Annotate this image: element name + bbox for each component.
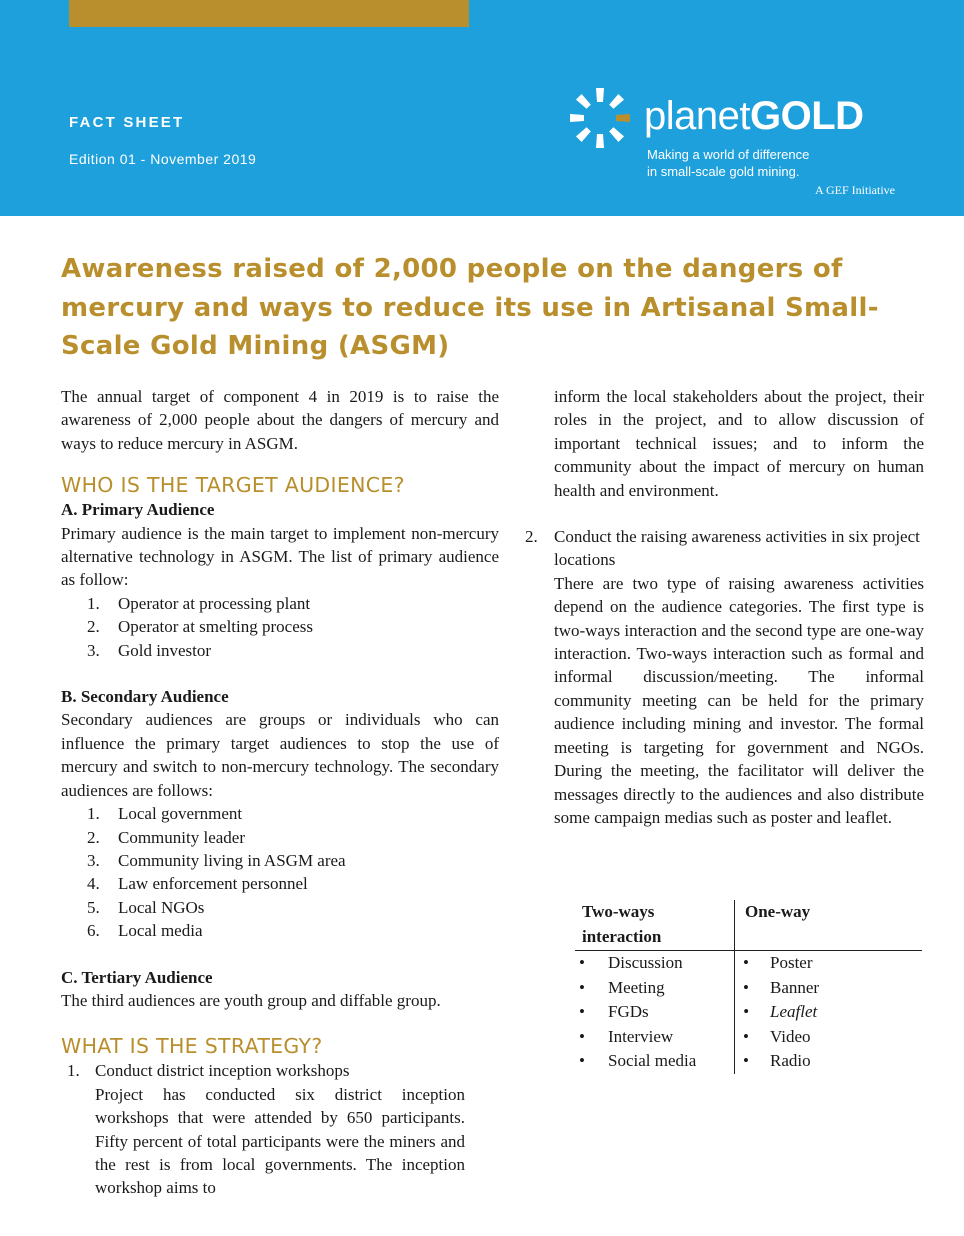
list-item: 5. Local NGOs	[87, 897, 205, 917]
secondary-audience-heading: B. Secondary Audience	[61, 687, 229, 707]
tertiary-audience-text: The third audiences are youth group and diffable group.	[61, 990, 441, 1010]
secondary-audience-text: Secondary audiences are groups or individuals who can influence the primary target audiences to stop the use of mercury and switch to non-mercury technology. The secondary audiences are follows:	[61, 710, 499, 800]
primary-audience-heading: A. Primary Audience	[61, 500, 215, 520]
gef-initiative-label: A GEF Initiative	[815, 183, 895, 197]
list-item: 6. Local media	[87, 921, 203, 941]
strategy-item-text: There are two type of raising awareness activities depend on the audience categories. The first type is two-ways interaction and the second type are one-way interaction. Two-ways interaction such as formal and informal discussion/meeting. The informal community meeting can be held for the primary audience including mining and investor. The formal meeting is targeting for government and NGOs. During the meeting, the facilitator will deliver the messages directly to the audiences and also distribute some campaign medias such as poster and leaflet.	[554, 573, 924, 827]
list-item: 1. Operator at processing plant	[87, 593, 311, 613]
right-column	[525, 385, 924, 829]
list-item: 4. Law enforcement personnel	[87, 874, 308, 894]
list-item: 1. Conduct district inception workshops Project has conducted six district inception workshops that were attended by 650 participants. Fifty percent of total participants were the miners and the rest is from local governments. The inception workshop aims to	[61, 1059, 465, 1199]
strategy-list-continued	[525, 385, 924, 829]
table-cell: • Radio	[735, 1049, 819, 1074]
two-ways-column	[575, 951, 735, 1074]
primary-audience-list	[61, 592, 499, 662]
list-item: 3. Gold investor	[87, 640, 212, 660]
list-item: 2. Conduct the raising awareness activities in six project locations There are two type of raising awareness activities depend on the audience categories. The first type is two-ways interaction and the second type are one-way interaction. Two-ways interaction such as formal and informal discussion/meeting. The informal community meeting can be held for the primary audience including mining and investor. The formal meeting is targeting for government and NGOs. During the meeting, the facilitator will deliver the messages directly to the audiences and also distribute some campaign medias such as poster and leaflet.	[525, 525, 924, 829]
list-item: 3. Community living in ASGM area	[87, 850, 346, 870]
primary-audience-text: Primary audience is the main target to implement non-mercury alternative technology in ASGM. The list of primary audience as follow:	[61, 523, 499, 590]
strategy-item-title: Conduct district inception workshops	[95, 1061, 350, 1081]
target-audience-heading: WHO IS THE TARGET AUDIENCE?	[61, 473, 405, 498]
table-cell: • Banner	[735, 976, 819, 1001]
logo-tagline-line-1: Making a world of difference	[647, 147, 810, 162]
page-title: Awareness raised of 2,000 people on the dangers of mercury and ways to reduce its use in Artisanal Small-Scale Gold Mining (ASGM)	[61, 254, 879, 361]
secondary-audience-list	[61, 802, 499, 942]
table-cell: • Leaflet	[735, 1000, 819, 1025]
table-header	[575, 900, 922, 951]
gold-accent-bar	[69, 0, 469, 27]
interaction-table	[575, 900, 922, 1074]
edition-label: Edition 01 - November 2019	[69, 151, 257, 167]
strategy-list	[61, 1059, 465, 1199]
table-header-one-way: One-way	[745, 902, 811, 921]
table-cell: • Social media	[575, 1049, 734, 1074]
intro-paragraph: The annual target of component 4 in 2019 is to raise the awareness of 2,000 people about the dangers of mercury and ways to reduce mercury in ASGM.	[61, 387, 499, 453]
logo-wordmark: planetGOLD	[644, 94, 864, 138]
strategy-item-text: Project has conducted six district inception workshops that were attended by 650 participants. Fifty percent of total participants were the miners and the rest is from local governments. The inception workshop aims to	[95, 1084, 465, 1198]
list-item: 1. Local government	[87, 804, 243, 824]
table-header-two-ways: Two-ways interaction	[575, 900, 735, 950]
list-item	[525, 385, 924, 502]
left-column	[61, 385, 499, 1200]
list-item: 2. Operator at smelting process	[87, 617, 313, 637]
planetgold-logo	[566, 84, 902, 204]
list-item: 2. Community leader	[87, 827, 246, 847]
table-cell: • Meeting	[575, 976, 734, 1001]
strategy-item-title: Conduct the raising awareness activities in six project locations	[554, 527, 920, 570]
table-body	[575, 951, 922, 1074]
table-cell: • Discussion	[575, 951, 734, 976]
strategy-heading: WHAT IS THE STRATEGY?	[61, 1034, 323, 1059]
header-banner	[0, 0, 964, 216]
table-cell: • Poster	[735, 951, 819, 976]
fact-sheet-label: FACT SHEET	[69, 114, 185, 131]
strategy-item-text-continued: inform the local stakeholders about the project, their roles in the project, and to allow discussion of important technical issues; and to inform the community about the impact of mercury on human health and environment.	[554, 387, 924, 500]
table-cell: • Video	[735, 1025, 819, 1050]
one-way-column	[735, 951, 819, 1074]
tertiary-audience-heading: C. Tertiary Audience	[61, 967, 213, 987]
table-cell: • Interview	[575, 1025, 734, 1050]
table-cell: • FGDs	[575, 1000, 734, 1025]
logo-tagline-line-2: in small-scale gold mining.	[647, 164, 800, 179]
planetgold-logo-icon	[566, 84, 634, 152]
